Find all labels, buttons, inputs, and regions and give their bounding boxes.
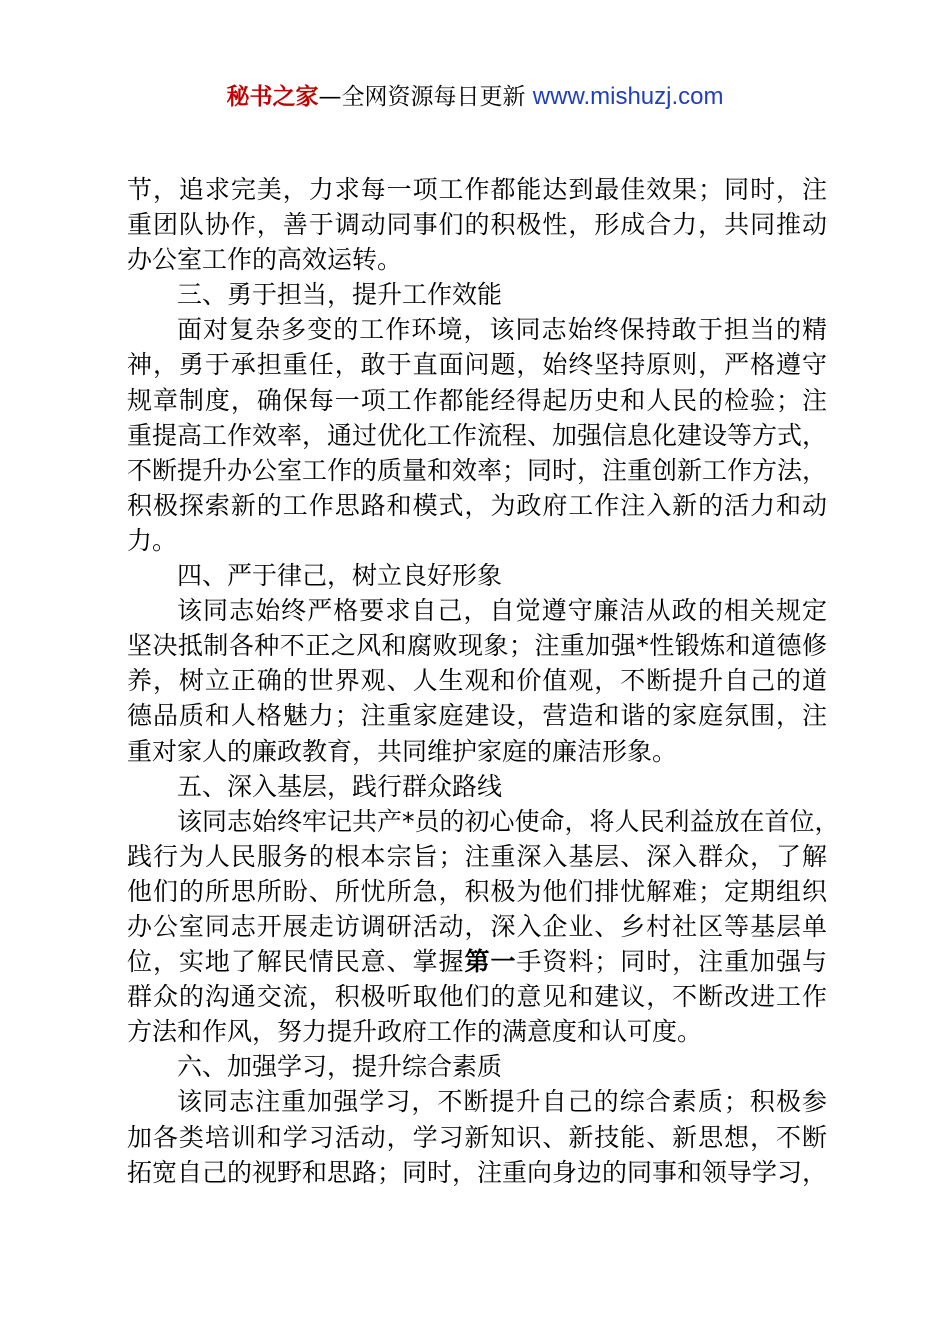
- text-line: 加各类培训和学习活动，学习新知识、新技能、新思想，不断: [127, 1122, 827, 1152]
- site-tagline: —全网资源每日更新: [318, 84, 533, 110]
- text-line: 他们的所思所盼、所忧所急，积极为他们排忧解难；定期组织: [127, 876, 827, 906]
- site-url[interactable]: www.mishuzj.com: [532, 83, 724, 110]
- text-line: 办公室工作的高效运转。: [127, 245, 403, 275]
- text-line: 践行为人民服务的根本宗旨；注重深入基层、深入群众，了解: [127, 841, 827, 871]
- text-line: 坚决抵制各种不正之风和腐败现象；注重加强*性锻炼和道德修: [127, 631, 827, 661]
- section-heading: 五、深入基层，践行群众路线: [177, 771, 503, 801]
- text-line: 不断提升办公室工作的质量和效率；同时，注重创新工作方法，: [127, 455, 828, 485]
- text-line: 重团队协作，善于调动同事们的积极性，形成合力，共同推动: [127, 210, 827, 240]
- text-line: 群众的沟通交流，积极听取他们的意见和建议，不断改进工作: [127, 982, 827, 1012]
- text-line: 该同志注重加强学习，不断提升自己的综合素质；积极参: [177, 1087, 827, 1117]
- site-brand: 秘书之家: [226, 84, 319, 110]
- page-header: [0, 80, 950, 114]
- text-line: 德品质和人格魅力；注重家庭建设，营造和谐的家庭氛围，注: [127, 701, 827, 731]
- text-line: 神，勇于承担重任，敢于直面问题，始终坚持原则，严格遵守: [127, 350, 827, 380]
- text-line: 重提高工作效率，通过优化工作流程、加强信息化建设等方式，: [127, 420, 828, 450]
- document-body: [127, 172, 840, 1190]
- text-line: 拓宽自己的视野和思路；同时，注重向身边的同事和领导学习，: [127, 1157, 828, 1187]
- text-run: 手资料；同时，注重加强与: [516, 947, 827, 977]
- text-line: 规章制度，确保每一项工作都能经得起历史和人民的检验；注: [127, 385, 827, 415]
- section-heading: 三、勇于担当，提升工作效能: [177, 280, 503, 310]
- section-heading: 四、严于律己，树立良好形象: [177, 561, 503, 591]
- text-line: 办公室同志开展走访调研活动，深入企业、乡村社区等基层单: [127, 911, 827, 941]
- text-line: 力。: [127, 525, 178, 555]
- text-line: 该同志始终牢记共产*员的初心使命，将人民利益放在首位，: [177, 806, 840, 836]
- text-line: 节，追求完美，力求每一项工作都能达到最佳效果；同时，注: [127, 175, 827, 204]
- text-run: 位，实地了解民情民意、掌握: [127, 947, 465, 977]
- bold-text-run: 第一: [464, 947, 517, 977]
- text-line: 重对家人的廉政教育，共同维护家庭的廉洁形象。: [127, 736, 678, 766]
- text-line: 面对复杂多变的工作环境，该同志始终保持敢于担当的精: [177, 315, 827, 345]
- text-line: 积极探索新的工作思路和模式，为政府工作注入新的活力和动: [127, 490, 827, 520]
- text-line: [127, 944, 827, 979]
- section-heading: 六、加强学习，提升综合素质: [177, 1052, 503, 1082]
- text-line: 该同志始终严格要求自己，自觉遵守廉洁从政的相关规定: [177, 596, 827, 626]
- text-line: 方法和作风，努力提升政府工作的满意度和认可度。: [127, 1017, 703, 1047]
- text-line: 养，树立正确的世界观、人生观和价值观，不断提升自己的道: [127, 666, 827, 696]
